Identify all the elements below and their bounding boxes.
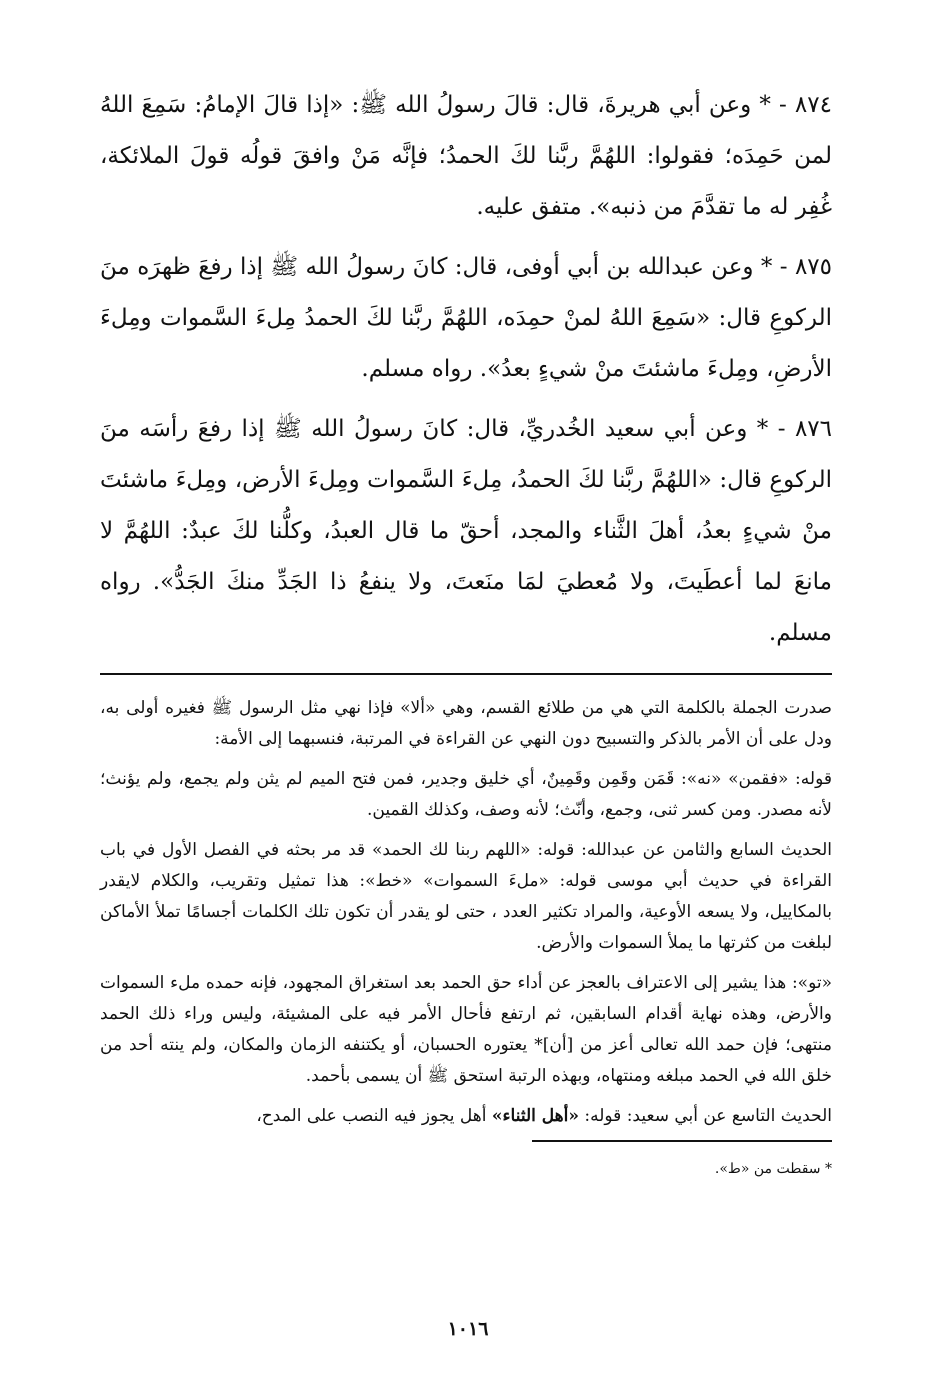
last-line-rest: أهل يجوز فيه النصب على المدح، (256, 1106, 492, 1126)
footnote-divider (532, 1140, 832, 1142)
commentary-paragraph: صدرت الجملة بالكلمة التي هي من طلائع القسم، وهي «ألا» فإذا نهي مثل الرسول ﷺ فغيره أولى به، ودل على أن الأمر بالذكر والتسبيح دون النهي عن القراءة في المرتبة، فنسبهما إلى الأمة: (100, 698, 832, 749)
hadith-text: * وعن أبي هريرةَ، قال: قالَ رسولُ الله ﷺ: «إذا قالَ الإمامُ: سَمِعَ اللهُ لمن حَمِدَه؛ فقولوا: اللهُمَّ ربَّنا لكَ الحمدُ؛ فإنَّه مَنْ وافقَ قولُه قولَ الملائكة، غُفِر له ما تقدَّمَ من ذنبه». متفق عليه. (100, 92, 832, 220)
commentary-section (100, 693, 832, 1132)
hadith-text: * وعن عبدالله بن أبي أوفى، قال: كانَ رسولُ الله ﷺ إذا رفعَ ظهرَه منَ الركوعِ قال: «سَمِعَ اللهُ لمنْ حمِدَه، اللهُمَّ ربَّنا لكَ الحمدُ مِلءَ السَّموات ومِلءَ الأرضِ، ومِلءَ ماشئتَ منْ شيءٍ بعدُ». رواه مسلم. (100, 254, 832, 382)
page-body (100, 80, 832, 1180)
commentary-paragraph: «تو»: هذا يشير إلى الاعتراف بالعجز عن أداء حق الحمد بعد استغراق المجهود، فإنه حمده ملء السموات والأرض، وهذه نهاية أقدام السابقين، ثم ارتفع فأحال الأمر فيه على المشيئة، وليس وراء ذلك الحمد منتهى؛ فإن حمد الله تعالى أعز من [أن]* يعتوره الحسبان، أو يكتنفه الزمان والمكان، ولم ينته أحد من خلق الله في الحمد مبلغه ومنتهاه، وبهذه الرتبة استحق ﷺ أن يسمى بأحمد. (100, 973, 832, 1086)
commentary-last-line (100, 1101, 832, 1132)
hadith-876 (100, 404, 832, 659)
hadith-875 (100, 242, 832, 395)
last-line-quote: «أهل الثناء» (491, 1106, 579, 1126)
commentary-paragraph: الحديث السابع والثامن عن عبدالله: قوله: «اللهم ربنا لك الحمد» قد مر بحثه في الفصل الأول في باب القراءة في حديث أبي موسى قوله: «ملءَ السموات» «خط»: هذا تمثيل وتقريب، والكلام لايقدر بالمكاييل، ولا يسعه الأوعية، والمراد تكثير العدد ، حتى لو يقدر أن تكون تلك الكلمات أجسامًا تملأ الأماكن لبلغت من كثرتها ما يملأ السموات والأرض. (100, 840, 832, 953)
page-number: ١٠١٦ (447, 1318, 489, 1340)
hadith-number: ٨٧٥ - (772, 254, 832, 280)
hadith-number: ٨٧٤ - (770, 92, 832, 118)
hadith-text: * وعن أبي سعيد الخُدريِّ، قال: كانَ رسولُ الله ﷺ إذا رفعَ رأسَه منَ الركوعِ قال: «اللهُمَّ ربَّنا لكَ الحمدُ، مِلءَ السَّموات ومِلءَ الأرض، ومِلءَ ماشئتَ منْ شيءٍ بعدُ، أهلَ الثَّناء والمجد، أحقّ ما قال العبدُ، وكلُّنا لكَ عبدٌ: اللهُمَّ لا مانعَ لما أعطَيتَ، ولا مُعطيَ لمَا منَعتَ، ولا ينفعُ ذا الجَدِّ منكَ الجَدُّ». رواه مسلم. (100, 416, 832, 646)
hadith-874 (100, 80, 832, 233)
commentary-paragraph: قوله: «فقمن» «نه»: قَمَن وقَمِن وقَمِينٌ، أي خليق وجدير، فمن فتح الميم لم يثن ولم يجمع، ولم يؤنث؛ لأنه مصدر. ومن كسر ثنى، وجمع، وأنّث؛ لأنه وصف، وكذلك القمين. (100, 769, 832, 820)
hadith-number: ٨٧٦ - (768, 416, 832, 442)
footnote: * سقطت من «ط». (714, 1161, 832, 1177)
commentary-divider (100, 673, 832, 675)
last-line-lead: الحديث التاسع عن أبي سعيد: قوله: (578, 1106, 832, 1126)
hadith-section (100, 80, 832, 659)
